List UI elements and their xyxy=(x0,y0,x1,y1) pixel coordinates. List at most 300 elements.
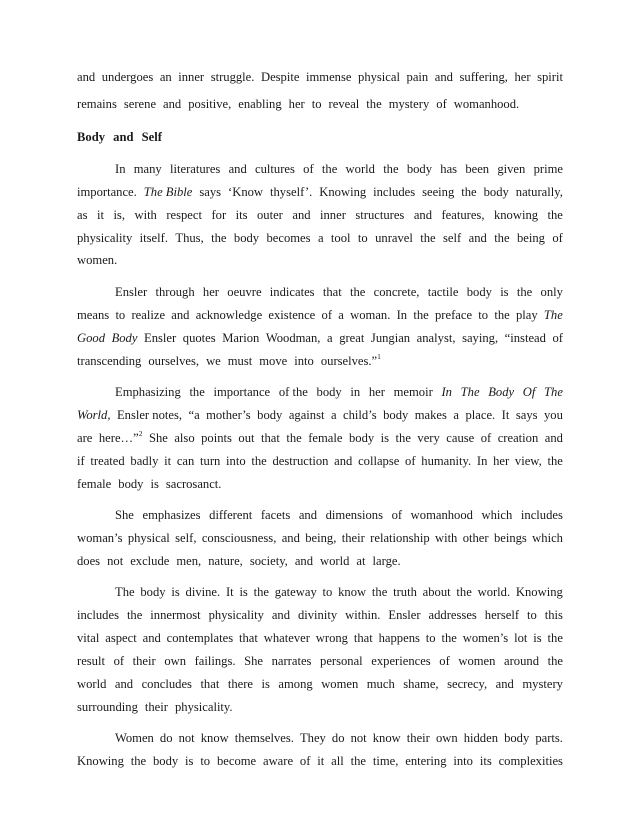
word: know xyxy=(372,731,401,745)
word: undergoes xyxy=(101,70,154,84)
text-line xyxy=(77,652,563,670)
word: says xyxy=(515,408,538,422)
word: view, xyxy=(514,454,542,468)
word: lot xyxy=(514,631,528,645)
word: It xyxy=(501,408,510,422)
text-line xyxy=(77,352,563,370)
word: itself. xyxy=(139,231,168,245)
word: reveal xyxy=(328,97,360,111)
word: collapse xyxy=(358,454,400,468)
word: In xyxy=(115,162,126,176)
word: sacrosanct. xyxy=(165,477,222,491)
word: consciousness, xyxy=(201,531,277,545)
word: body xyxy=(348,431,375,445)
word: women xyxy=(458,654,496,668)
word: unravel xyxy=(375,231,413,245)
word: of xyxy=(113,654,125,668)
word: Ensler xyxy=(144,331,177,345)
word: physical xyxy=(358,70,400,84)
word: In xyxy=(441,385,452,399)
word: “instead xyxy=(504,331,546,345)
word: of xyxy=(405,454,416,468)
word: an xyxy=(159,70,172,84)
word: around xyxy=(504,654,539,668)
word: you xyxy=(544,408,563,422)
word: world xyxy=(77,677,107,691)
word: Ensler notes, xyxy=(116,408,183,422)
word: child’s xyxy=(343,408,377,422)
word: aspect xyxy=(105,631,137,645)
word: ourselves.”$^1$ xyxy=(320,351,381,368)
word: and xyxy=(544,431,563,445)
word: facets xyxy=(260,508,291,522)
word: She xyxy=(148,431,168,445)
word: Knowing xyxy=(515,585,563,599)
word: ‘Know xyxy=(228,185,264,199)
text-line xyxy=(77,752,563,770)
word: it xyxy=(164,454,172,468)
word: transcending xyxy=(77,354,142,368)
word: memoir xyxy=(393,385,433,399)
word: into xyxy=(226,454,246,468)
word: The Bible xyxy=(143,185,193,199)
word: nature, xyxy=(208,554,243,568)
word: divine. xyxy=(185,585,221,599)
word: the xyxy=(413,308,429,322)
word: given xyxy=(497,162,526,176)
word: that xyxy=(322,285,342,299)
word: that xyxy=(353,631,373,645)
word: against xyxy=(288,408,325,422)
word: the xyxy=(130,754,147,768)
word: They xyxy=(299,731,326,745)
word: all xyxy=(331,754,344,768)
word: of xyxy=(439,654,450,668)
word: cultures xyxy=(255,162,295,176)
word: a xyxy=(330,408,337,422)
word: is xyxy=(185,754,194,768)
text-line xyxy=(77,183,563,201)
word: of xyxy=(299,754,311,768)
word: Woodman, xyxy=(265,331,321,345)
word: shame, xyxy=(403,677,439,691)
word: and xyxy=(294,554,314,568)
word: immense xyxy=(306,70,352,84)
word: womanhood. xyxy=(453,97,520,111)
word: of xyxy=(552,331,563,345)
word: Marion xyxy=(222,331,260,345)
word: know xyxy=(338,585,367,599)
word: is xyxy=(239,585,248,599)
word: dimensions xyxy=(325,508,383,522)
word: only xyxy=(540,285,563,299)
word: out xyxy=(238,431,255,445)
text-line xyxy=(77,329,563,347)
word: addresses xyxy=(428,608,477,622)
text-line xyxy=(77,251,563,269)
word: Thus, xyxy=(175,231,204,245)
word: many xyxy=(133,162,162,176)
word: a xyxy=(327,331,333,345)
word: at xyxy=(356,554,366,568)
word: Emphasizing xyxy=(115,385,181,399)
word: body xyxy=(504,731,530,745)
word: exclude xyxy=(130,554,170,568)
word: been xyxy=(465,162,490,176)
word: and xyxy=(468,231,487,245)
word: In xyxy=(396,308,408,322)
word: Of xyxy=(522,385,536,399)
word: and xyxy=(292,208,311,222)
word: other xyxy=(462,531,489,545)
word: mystery xyxy=(388,97,430,111)
word: The xyxy=(544,385,563,399)
text-line xyxy=(115,729,563,747)
word: prime xyxy=(533,162,563,176)
text-line xyxy=(77,675,563,693)
word: its xyxy=(479,754,492,768)
text-line xyxy=(115,283,563,301)
footnote-marker[interactable]: 1 xyxy=(377,351,381,361)
word: that xyxy=(200,677,220,691)
word: is xyxy=(500,285,509,299)
word: the xyxy=(366,97,382,111)
word: Good xyxy=(77,331,105,345)
word: realize xyxy=(131,308,166,322)
word: Body xyxy=(488,385,515,399)
word: the xyxy=(321,162,338,176)
text-line xyxy=(77,306,563,324)
word: thyself’. xyxy=(269,185,313,199)
word: Knowing xyxy=(77,754,124,768)
word: to xyxy=(425,631,436,645)
text-line xyxy=(77,452,563,470)
word: own xyxy=(164,654,187,668)
word: which xyxy=(532,531,563,545)
word: into xyxy=(294,354,314,368)
word: badly xyxy=(130,454,159,468)
word: humanity. xyxy=(421,454,472,468)
word: society, xyxy=(249,554,288,568)
word: narrates xyxy=(271,654,312,668)
word: and xyxy=(271,608,291,622)
word: the xyxy=(420,231,436,245)
word: contemplates xyxy=(166,631,234,645)
word: women’s xyxy=(462,631,509,645)
word: being xyxy=(516,231,545,245)
text-line xyxy=(77,429,563,447)
word: the xyxy=(456,585,472,599)
word: the xyxy=(253,585,270,599)
word: points xyxy=(201,431,232,445)
word: knowing xyxy=(493,208,539,222)
word: the xyxy=(251,454,267,468)
word: her xyxy=(368,385,385,399)
word: the xyxy=(494,308,510,322)
word: there xyxy=(227,677,253,691)
word: beings xyxy=(493,531,527,545)
word: and xyxy=(413,208,432,222)
word: within. xyxy=(345,608,381,622)
word: pain xyxy=(406,70,429,84)
word: complexities xyxy=(498,754,563,768)
word: world xyxy=(320,554,350,568)
word: herself xyxy=(484,608,520,622)
word: become xyxy=(216,754,257,768)
word: says xyxy=(199,185,222,199)
word: the xyxy=(516,285,533,299)
word: body xyxy=(483,185,509,199)
word: emphasizes xyxy=(142,508,201,522)
word: World, xyxy=(77,408,111,422)
word: the xyxy=(547,654,563,668)
word: cause xyxy=(446,431,475,445)
word: its xyxy=(235,208,248,222)
word: a xyxy=(338,308,344,322)
word: the xyxy=(350,754,366,768)
word: wrong xyxy=(315,631,348,645)
word: “a xyxy=(188,408,200,422)
word: with xyxy=(434,531,458,545)
word: creation xyxy=(497,431,539,445)
word: here…”$^2$ xyxy=(98,428,143,445)
word: tactile xyxy=(427,285,459,299)
word: woman. xyxy=(350,308,391,322)
word: includes xyxy=(373,185,416,199)
word: is, xyxy=(113,208,125,222)
word: outer xyxy=(257,208,283,222)
text-line xyxy=(77,552,563,570)
word: also xyxy=(174,431,195,445)
word: to xyxy=(200,754,211,768)
word: of xyxy=(480,431,492,445)
word: relationship xyxy=(370,531,430,545)
word: the xyxy=(286,431,302,445)
word: into xyxy=(453,754,473,768)
word: being, xyxy=(305,531,337,545)
word: is xyxy=(171,585,180,599)
word: saying, xyxy=(462,331,499,345)
word: the xyxy=(211,231,227,245)
word: play xyxy=(515,308,538,322)
word: body xyxy=(406,162,433,176)
word: She xyxy=(115,508,134,522)
word: body xyxy=(383,408,409,422)
word: aware xyxy=(263,754,294,768)
word: inner xyxy=(320,208,346,222)
word: and xyxy=(77,70,96,84)
word: self xyxy=(443,231,462,245)
word: acknowledge xyxy=(195,308,263,322)
word: the xyxy=(126,608,143,622)
word: of xyxy=(321,308,333,322)
footnote-marker[interactable]: 2 xyxy=(138,428,143,438)
word: their xyxy=(341,531,365,545)
word: of xyxy=(391,508,403,522)
word: the xyxy=(441,631,457,645)
word: their xyxy=(144,700,168,714)
word: parts. xyxy=(535,731,563,745)
word: and xyxy=(171,308,190,322)
word: and xyxy=(298,508,318,522)
word: enabling xyxy=(238,97,282,111)
word: entering xyxy=(405,754,447,768)
word: and xyxy=(163,97,182,111)
word: destruction xyxy=(272,454,329,468)
text-line xyxy=(77,606,563,624)
word: her xyxy=(288,97,305,111)
word: this xyxy=(544,608,563,622)
word: women xyxy=(321,677,359,691)
word: to xyxy=(115,308,126,322)
word: struggle. xyxy=(210,70,255,84)
word: importance xyxy=(213,385,271,399)
word: her xyxy=(202,285,219,299)
word: and xyxy=(495,677,514,691)
word: to xyxy=(322,585,333,599)
word: it xyxy=(96,208,104,222)
word: happens xyxy=(378,631,420,645)
word: makes xyxy=(414,408,447,422)
word: and xyxy=(281,531,300,545)
text-line xyxy=(115,506,563,524)
word: physicality xyxy=(77,231,133,245)
word: concludes xyxy=(141,677,192,691)
word: surrounding xyxy=(77,700,138,714)
word: of xyxy=(303,162,314,176)
word: woman’s xyxy=(77,531,123,545)
word: time, xyxy=(372,754,399,768)
word: Ensler xyxy=(115,285,148,299)
word: vital xyxy=(77,631,100,645)
word: and xyxy=(114,677,134,691)
word: much xyxy=(366,677,395,691)
word: in xyxy=(350,385,361,399)
word: body xyxy=(466,285,492,299)
text-line xyxy=(115,160,563,178)
text-line xyxy=(77,206,563,224)
word: includes xyxy=(77,608,119,622)
word: the xyxy=(349,285,366,299)
word: the xyxy=(371,585,388,599)
word: divinity xyxy=(297,608,338,622)
word: that xyxy=(239,631,258,645)
word: about xyxy=(422,585,451,599)
word: the xyxy=(395,431,411,445)
word: with xyxy=(134,208,157,222)
word: their xyxy=(406,731,430,745)
word: quotes xyxy=(182,331,216,345)
word: features, xyxy=(441,208,485,222)
word: for xyxy=(211,208,227,222)
word: is xyxy=(533,631,542,645)
text-line xyxy=(77,629,563,647)
text-line xyxy=(77,229,563,247)
word: becomes xyxy=(266,231,311,245)
word: move xyxy=(259,354,288,368)
word: the xyxy=(547,454,563,468)
word: her xyxy=(514,70,531,84)
word: among xyxy=(278,677,313,691)
text-line xyxy=(77,698,563,716)
text-line xyxy=(115,583,563,601)
word: Knowing xyxy=(319,185,367,199)
word: personal xyxy=(320,654,363,668)
word: experiences xyxy=(371,654,431,668)
word: to xyxy=(478,308,489,322)
word: Body xyxy=(111,331,138,345)
word: is xyxy=(150,477,159,491)
word: secrecy, xyxy=(447,677,488,691)
word: as xyxy=(77,208,88,222)
word: body xyxy=(316,385,342,399)
word: know xyxy=(200,731,229,745)
word: existence xyxy=(268,308,316,322)
word: failings. xyxy=(194,654,236,668)
word: The xyxy=(460,385,480,399)
word: we xyxy=(206,354,221,368)
word: includes xyxy=(520,508,563,522)
word: the xyxy=(461,185,477,199)
word: tool xyxy=(330,231,351,245)
word: positive, xyxy=(188,97,232,111)
section-heading: Body and Self xyxy=(77,130,162,144)
word: great xyxy=(339,331,365,345)
word: world. xyxy=(477,585,511,599)
word: inner xyxy=(178,70,205,84)
word: body xyxy=(257,408,283,422)
word: is xyxy=(261,677,270,691)
word: physicality xyxy=(208,608,264,622)
word: suffering, xyxy=(459,70,508,84)
word: literatures xyxy=(169,162,221,176)
word: large. xyxy=(372,554,401,568)
word: In xyxy=(476,454,488,468)
word: Ensler xyxy=(388,608,421,622)
word: hidden xyxy=(463,731,498,745)
word: Women xyxy=(115,731,154,745)
word: of the xyxy=(278,385,308,399)
word: do xyxy=(331,731,345,745)
word: importance. xyxy=(77,185,137,199)
word: and xyxy=(228,162,247,176)
word: which xyxy=(481,508,513,522)
word: not xyxy=(107,554,124,568)
word: that xyxy=(260,431,280,445)
word: female xyxy=(308,431,343,445)
word: to xyxy=(526,608,537,622)
word: innermost xyxy=(150,608,201,622)
word: structures xyxy=(355,208,405,222)
word: themselves. xyxy=(234,731,294,745)
word: and xyxy=(142,631,161,645)
text-line xyxy=(77,95,563,113)
word: oeuvre xyxy=(227,285,262,299)
text-line xyxy=(115,383,563,401)
word: own xyxy=(435,731,458,745)
word: female xyxy=(77,477,112,491)
word: turn xyxy=(200,454,221,468)
word: mystery xyxy=(522,677,563,691)
word: physicality. xyxy=(174,700,233,714)
word: analyst, xyxy=(416,331,456,345)
word: the xyxy=(189,385,205,399)
word: naturally, xyxy=(515,185,563,199)
word: their xyxy=(132,654,156,668)
word: different xyxy=(209,508,253,522)
word: means xyxy=(77,308,110,322)
word: treated xyxy=(90,454,125,468)
